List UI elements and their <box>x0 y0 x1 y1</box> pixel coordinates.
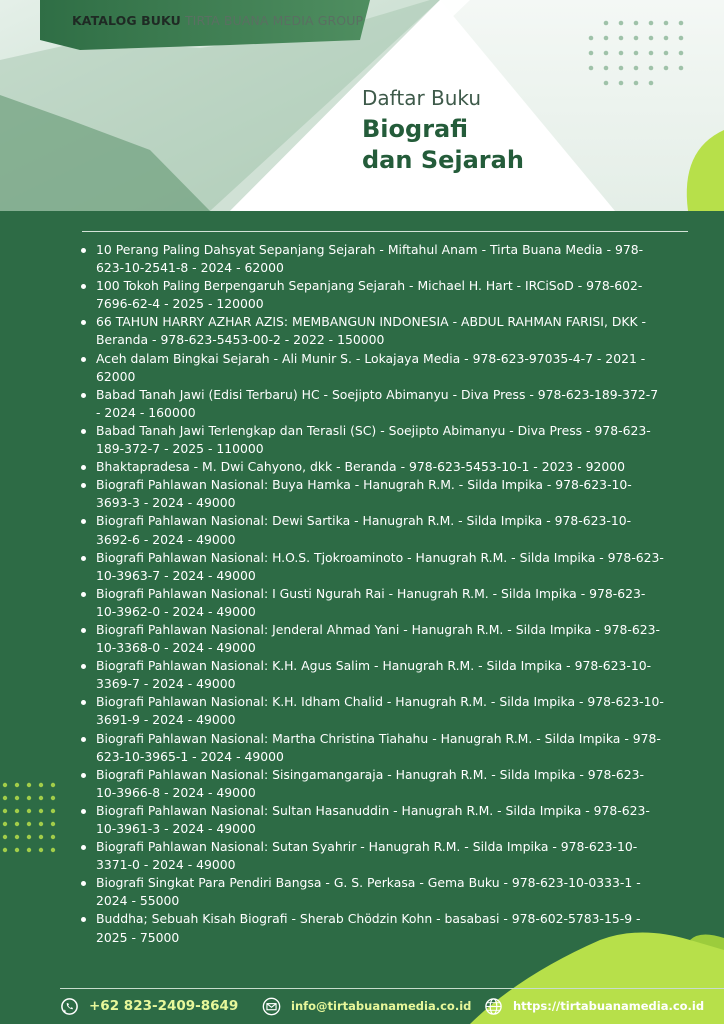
title-line-2a: Biografi <box>362 115 469 143</box>
list-item: Biografi Singkat Para Pendiri Bangsa - G. S. Perkasa - Gema Buku - 978-623-10-0333-1 - 2024 - 55000 <box>79 874 664 910</box>
mail-icon <box>262 997 281 1016</box>
globe-icon <box>484 997 503 1016</box>
footer-phone[interactable] <box>60 993 238 1019</box>
list-item: Buddha; Sebuah Kisah Biografi - Sherab Chödzin Kohn - basabasi - 978-602-5783-15-9 - 2025 - 75000 <box>79 910 664 946</box>
list-item: Babad Tanah Jawi (Edisi Terbaru) HC - Soejipto Abimanyu - Diva Press - 978-623-189-372-7 - 2024 - 160000 <box>79 386 664 422</box>
phone-number: +62 823-2409-8649 <box>89 998 239 1014</box>
footer <box>0 988 724 1024</box>
list-item: Biografi Pahlawan Nasional: Jenderal Ahmad Yani - Hanugrah R.M. - Silda Impika - 978-623-10-3368-0 - 2024 - 49000 <box>79 621 664 657</box>
list-item: Biografi Pahlawan Nasional: H.O.S. Tjokroaminoto - Hanugrah R.M. - Silda Impika - 978-623-10-3963-7 - 2024 - 49000 <box>79 549 664 585</box>
list-item: 66 TAHUN HARRY AZHAR AZIS: MEMBANGUN INDONESIA - ABDUL RAHMAN FARISI, DKK - Beranda - 978-623-5453-00-2 - 2022 - 150000 <box>79 313 664 349</box>
whatsapp-icon <box>60 997 79 1016</box>
list-item: Biografi Pahlawan Nasional: K.H. Idham Chalid - Hanugrah R.M. - Silda Impika - 978-623-10-3691-9 - 2024 - 49000 <box>79 693 664 729</box>
title-line-2b: dan Sejarah <box>362 146 524 174</box>
list-item: Biografi Pahlawan Nasional: I Gusti Ngurah Rai - Hanugrah R.M. - Silda Impika - 978-623-10-3962-0 - 2024 - 49000 <box>79 585 664 621</box>
email-address: info@tirtabuanamedia.co.id <box>291 999 472 1013</box>
list-item: Biografi Pahlawan Nasional: Buya Hamka - Hanugrah R.M. - Silda Impika - 978-623-10-3693-3 - 2024 - 49000 <box>79 476 664 512</box>
list-item: Babad Tanah Jawi Terlengkap dan Terasli (SC) - Soejipto Abimanyu - Diva Press - 978-623-189-372-7 - 2025 - 110000 <box>79 422 664 458</box>
list-item: Biografi Pahlawan Nasional: Sisingamangaraja - Hanugrah R.M. - Silda Impika - 978-623-10-3966-8 - 2024 - 49000 <box>79 766 664 802</box>
list-item: Aceh dalam Bingkai Sejarah - Ali Munir S. - Lokajaya Media - 978-623-97035-4-7 - 2021 - 62000 <box>79 350 664 386</box>
list-item: Biografi Pahlawan Nasional: K.H. Agus Salim - Hanugrah R.M. - Silda Impika - 978-623-10-3369-7 - 2024 - 49000 <box>79 657 664 693</box>
footer-email[interactable] <box>262 993 471 1019</box>
list-item: Bhaktapradesa - M. Dwi Cahyono, dkk - Beranda - 978-623-5453-10-1 - 2023 - 92000 <box>79 458 664 476</box>
list-item: 10 Perang Paling Dahsyat Sepanjang Sejarah - Miftahul Anam - Tirta Buana Media - 978-623-10-2541-8 - 2024 - 62000 <box>79 241 664 277</box>
brand-name: TIRTA BUANA MEDIA GROUP <box>180 13 364 28</box>
brand-bold: KATALOG BUKU <box>72 13 181 28</box>
list-item: Biografi Pahlawan Nasional: Martha Christina Tiahahu - Hanugrah R.M. - Silda Impika - 978-623-10-3965-1 - 2024 - 49000 <box>79 730 664 766</box>
footer-website[interactable] <box>484 993 704 1019</box>
list-item: Biografi Pahlawan Nasional: Sutan Syahrir - Hanugrah R.M. - Silda Impika - 978-623-10-3371-0 - 2024 - 49000 <box>79 838 664 874</box>
title-line-1: Daftar Buku <box>362 86 482 110</box>
list-item: Biografi Pahlawan Nasional: Dewi Sartika - Hanugrah R.M. - Silda Impika - 978-623-10-3692-6 - 2024 - 49000 <box>79 512 664 548</box>
list-item: Biografi Pahlawan Nasional: Sultan Hasanuddin - Hanugrah R.M. - Silda Impika - 978-623-10-3961-3 - 2024 - 49000 <box>79 802 664 838</box>
list-item: 100 Tokoh Paling Berpengaruh Sepanjang Sejarah - Michael H. Hart - IRCiSoD - 978-602-7696-62-4 - 2025 - 120000 <box>79 277 664 313</box>
website-url: https://tirtabuanamedia.co.id <box>513 999 705 1013</box>
